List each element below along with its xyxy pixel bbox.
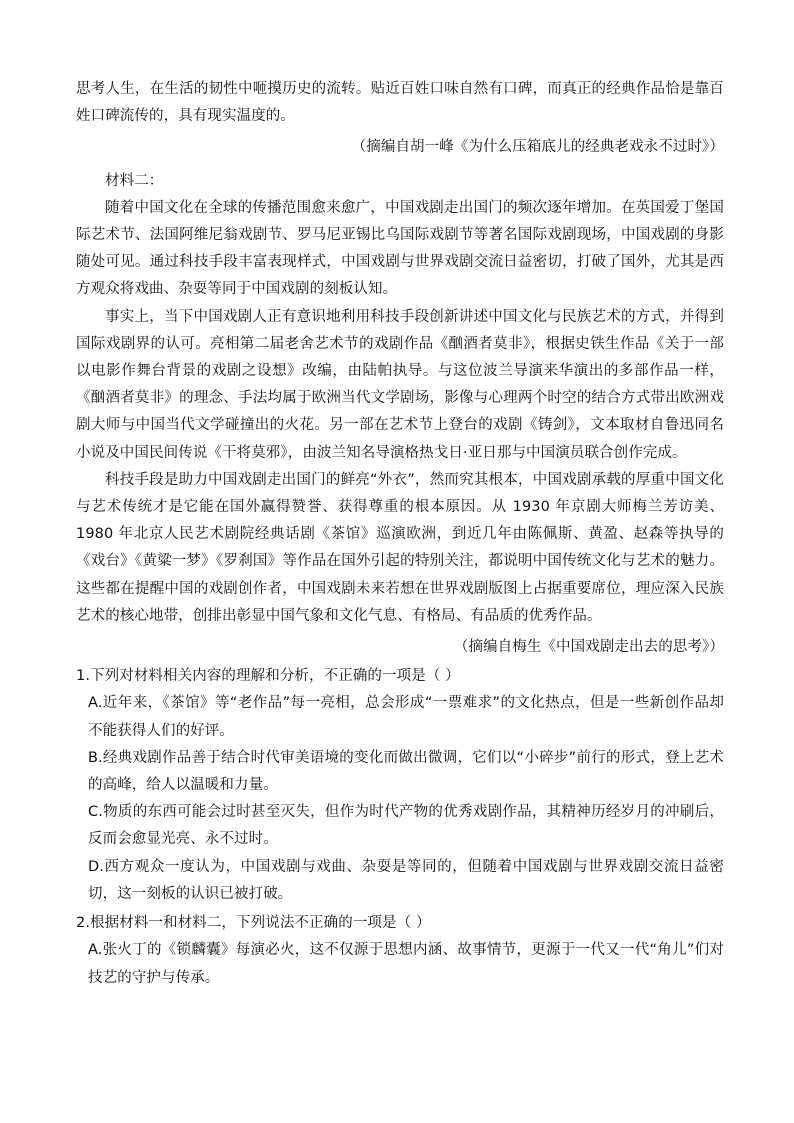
option-c: C.物质的东西可能会过时甚至灭失，但作为时代产物的优秀戏剧作品，其精神历经岁月的冲刷后，反而会愈显光亮、永不过时。 — [88, 804, 724, 848]
question-stem: 1.下列对材料相关内容的理解和分析，不正确的一项是（ ） — [76, 668, 460, 685]
source-citation-2: （摘编自梅生《中国戏剧走出去的思考》） — [453, 639, 724, 656]
question-2 — [76, 910, 724, 992]
body-paragraph: 随着中国文化在全球的传播范围愈来愈广，中国戏剧走出国门的频次逐年增加。在英国爱丁堡国际艺术节、法国阿维尼翁戏剧节、罗马尼亚锡比乌国际戏剧节等著名国际戏剧现场，中国戏剧的身影随处可见。通过科技手段丰富表现样式，中国戏剧与世界戏剧交流日益密切，打破了国外，尤其是西方观众将戏曲、杂耍等同于中国戏剧的刻板认知。 — [76, 199, 724, 298]
document-body — [76, 76, 724, 992]
continuation-paragraph: 思考人生，在生活的韧性中咂摸历史的流转。贴近百姓口味自然有口碑，而真正的经典作品恰是靠百姓口碑流传的，具有现实温度的。 — [76, 81, 724, 125]
source-citation-1: （摘编自胡一峰《为什么压箱底儿的经典老戏永不过时》） — [351, 139, 724, 156]
question-1 — [76, 663, 724, 908]
question-stem: 2.根据材料一和材料二，下列说法不正确的一项是（ ） — [76, 915, 431, 932]
option-b: B.经典戏剧作品善于结合时代审美语境的变化而做出微调，它们以“小碎步”前行的形式，登上艺术的高峰，给人以温暖和力量。 — [88, 749, 724, 794]
body-paragraph: 事实上，当下中国戏剧人正有意识地利用科技手段创新讲述中国文化与民族艺术的方式，并得到国际戏剧界的认可。亮相第二届老舍艺术节的戏剧作品《酗酒者莫非》，根据史铁生作品《关于一部以电影作舞台背景的戏剧之设想》改编，由陆帕执导。与这位波兰导演来华演出的多部作品一样，《酗酒者莫非》的理念、手法均属于欧洲当代文学剧场，影像与心理两个时空的结合方式带出欧洲戏剧大师与中国当代文学碰撞出的火花。另一部在艺术节上登台的戏剧《铸剑》，文本取材自鲁迅同名小说及中国民间传说《干将莫邪》，由波兰知名导演格热戈日·亚日那与中国演员联合创作完成。 — [76, 308, 724, 461]
body-paragraph: 科技手段是助力中国戏剧走出国门的鲜亮“外衣”，然而究其根本，中国戏剧承载的厚重中国文化与艺术传统才是它能在国外赢得赞誉、获得尊重的根本原因。从 1930 年京剧大师梅兰芳访美、1980 年北京人民艺术剧院经典话剧《茶馆》巡演欧洲，到近几年由陈佩斯、黄盈、赵森等执导的《戏台》《黄粱一梦》《罗刹国》等作品在国外引起的特别关注，都说明中国传统文化与艺术的魅力。这些都在提醒中国的戏剧创作者，中国戏剧未来若想在世界戏剧版图上占据重要席位，理应深入民族艺术的核心地带，创排出彰显中国气象和文化气息、有格局、有品质的优秀作品。 — [76, 471, 724, 624]
option-d: D.西方观众一度认为，中国戏剧与戏曲、杂耍是等同的，但随着中国戏剧与世界戏剧交流日益密切，这一刻板的认识已被打破。 — [88, 858, 724, 902]
material-2-heading: 材料二： — [105, 172, 164, 189]
option-a: A.近年来，《茶馆》等“老作品”每一亮相，总会形成“一票难求”的文化热点，但是一些新创作品却不能获得人们的好评。 — [88, 695, 724, 739]
option-a: A.张火丁的《锁麟囊》每演必火，这不仅源于思想内涵、故事情节，更源于一代又一代“角儿”们对技艺的守护与传承。 — [88, 942, 724, 986]
